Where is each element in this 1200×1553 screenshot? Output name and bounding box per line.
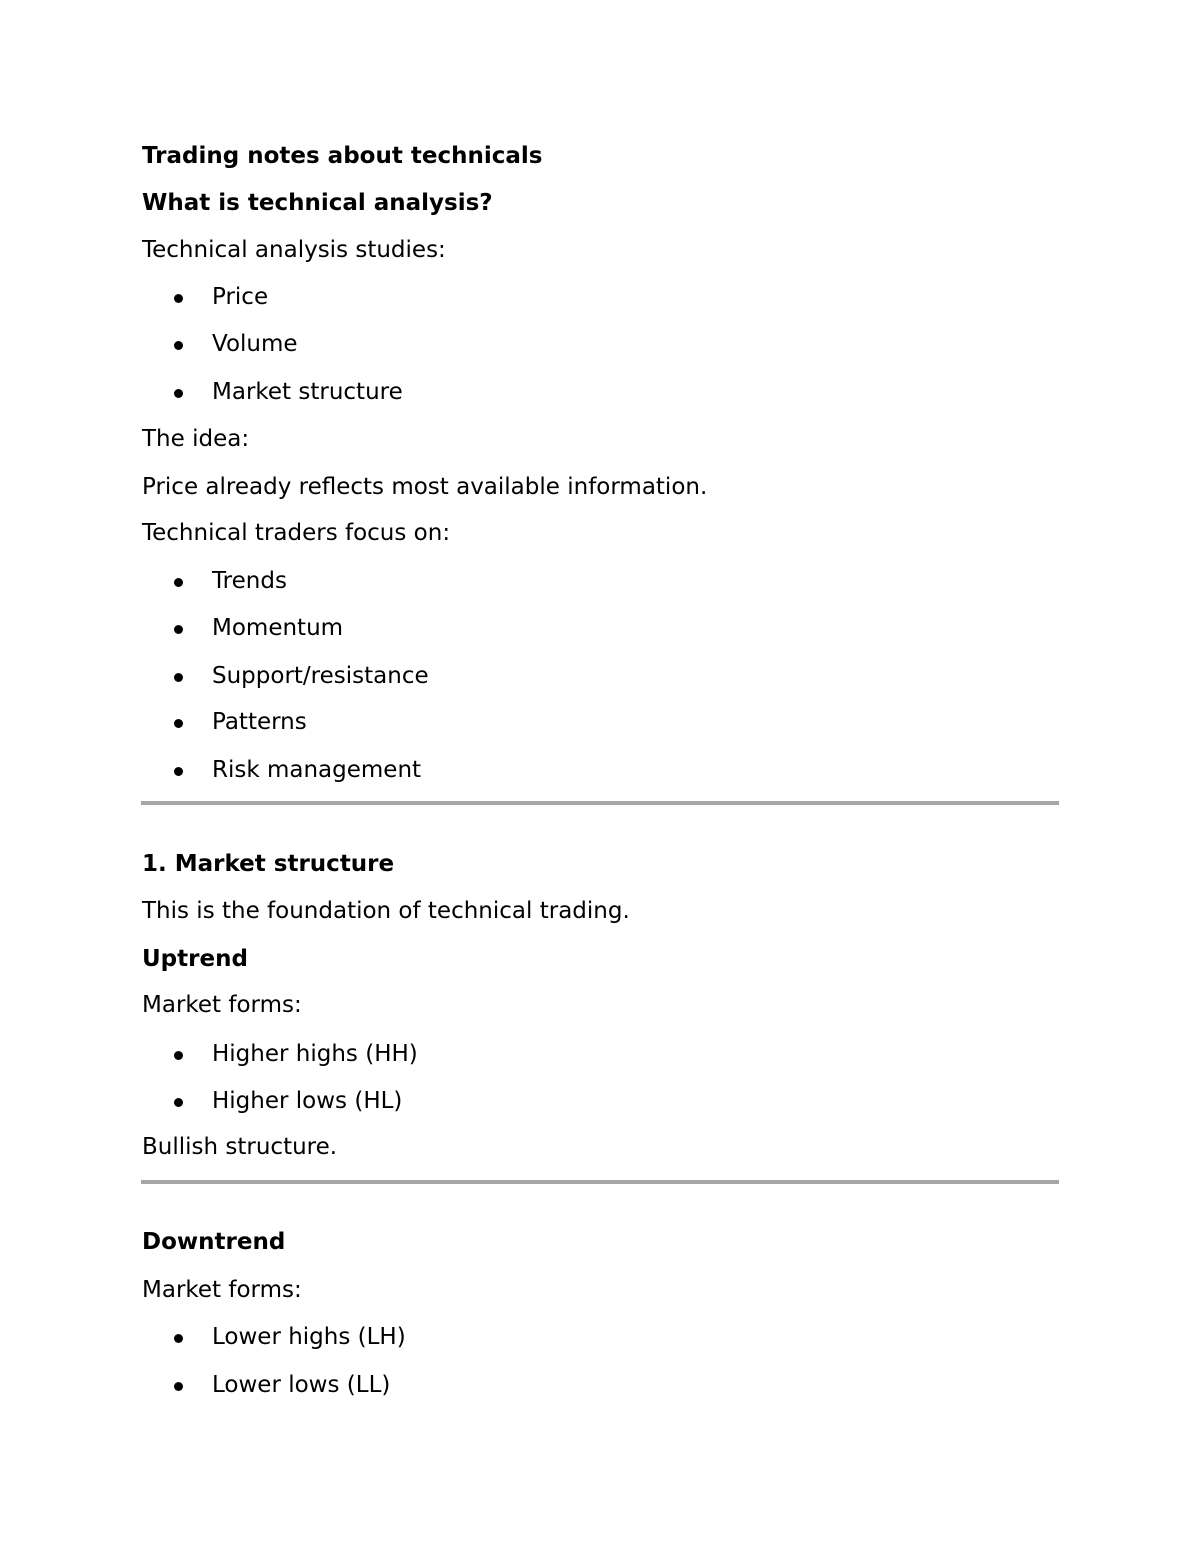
list-item-text: Lower lows (LL) — [212, 1372, 391, 1398]
idea-label: The idea: — [142, 426, 250, 452]
focus-label: Technical traders focus on: — [142, 520, 451, 546]
bullet-icon — [174, 1382, 183, 1391]
list-item — [0, 286, 1200, 316]
bullet-icon — [174, 767, 183, 776]
bullet-icon — [174, 389, 183, 398]
list-item-text: Support/resistance — [212, 663, 429, 689]
section-text: This is the foundation of technical trading. — [142, 898, 630, 924]
list-item — [0, 1326, 1200, 1356]
list-item — [0, 665, 1200, 695]
bullet-icon — [174, 341, 183, 350]
document-title: Trading notes about technicals — [142, 143, 543, 169]
list-item-text: Volume — [212, 331, 298, 357]
list-item-text: Momentum — [212, 615, 344, 641]
uptrend-conclusion: Bullish structure. — [142, 1134, 338, 1160]
list-item — [0, 570, 1200, 600]
bullet-icon — [174, 1098, 183, 1107]
list-item-text: Patterns — [212, 709, 307, 735]
bullet-icon — [174, 719, 183, 728]
list-item — [0, 1090, 1200, 1120]
list-item-text: Higher highs (HH) — [212, 1041, 418, 1067]
list-item — [0, 333, 1200, 363]
list-item — [0, 617, 1200, 647]
bullet-icon — [174, 294, 183, 303]
intro-heading: What is technical analysis? — [142, 190, 493, 216]
list-item — [0, 711, 1200, 741]
list-item-text: Higher lows (HL) — [212, 1088, 403, 1114]
bullet-icon — [174, 1334, 183, 1343]
list-item — [0, 381, 1200, 411]
studies-label: Technical analysis studies: — [142, 237, 446, 263]
list-item-text: Price — [212, 284, 269, 310]
bullet-icon — [174, 673, 183, 682]
bullet-icon — [174, 578, 183, 587]
list-item-text: Lower highs (LH) — [212, 1324, 406, 1350]
idea-text: Price already reflects most available information. — [142, 474, 708, 500]
uptrend-label: Market forms: — [142, 992, 302, 1018]
list-item — [0, 1374, 1200, 1404]
list-item-text: Market structure — [212, 379, 403, 405]
bullet-icon — [174, 625, 183, 634]
list-item-text: Risk management — [212, 757, 422, 783]
section-heading: 1. Market structure — [142, 851, 395, 877]
horizontal-divider — [141, 801, 1059, 805]
list-item — [0, 1043, 1200, 1073]
bullet-icon — [174, 1051, 183, 1060]
uptrend-heading: Uptrend — [142, 946, 248, 972]
list-item — [0, 759, 1200, 789]
list-item-text: Trends — [212, 568, 287, 594]
horizontal-divider — [141, 1180, 1059, 1184]
downtrend-label: Market forms: — [142, 1277, 302, 1303]
downtrend-heading: Downtrend — [142, 1229, 286, 1255]
